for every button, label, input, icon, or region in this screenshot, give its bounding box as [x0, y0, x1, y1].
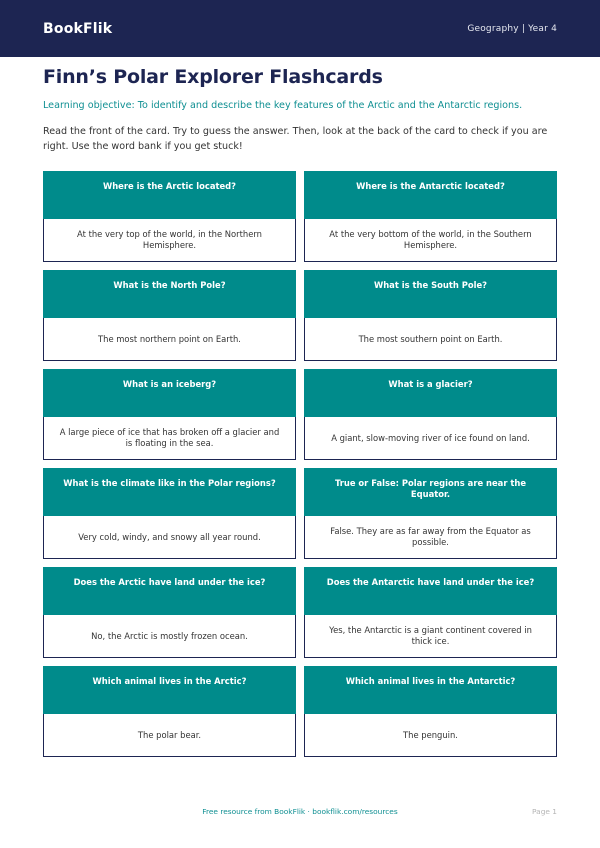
flashcard-front: What is an iceberg? — [43, 369, 296, 417]
subject-year-label: Geography | Year 4 — [467, 23, 557, 34]
flashcard-front: Which animal lives in the Arctic? — [43, 666, 296, 714]
flashcard-back: The penguin. — [304, 714, 557, 757]
flashcard — [43, 369, 296, 460]
instructions: Read the front of the card. Try to guess the answer. Then, look at the back of the card to check if you are right. Use the word bank if you get stuck! — [43, 126, 548, 152]
flashcard-back: A large piece of ice that has broken off a glacier and is floating in the sea. — [43, 417, 296, 460]
flashcard-front: Which animal lives in the Antarctic? — [304, 666, 557, 714]
flashcard-front: What is the climate like in the Polar regions? — [43, 468, 296, 516]
flashcard — [43, 666, 296, 757]
flashcard-front: What is the North Pole? — [43, 270, 296, 318]
flashcard-front: Where is the Antarctic located? — [304, 171, 557, 219]
flashcard-front: True or False: Polar regions are near the Equator. — [304, 468, 557, 516]
flashcard-back: Yes, the Antarctic is a giant continent covered in thick ice. — [304, 615, 557, 658]
flashcard-back: The most northern point on Earth. — [43, 318, 296, 361]
flashcard — [304, 270, 557, 361]
flashcard-back: A giant, slow-moving river of ice found on land. — [304, 417, 557, 460]
flashcard-front: Does the Antarctic have land under the ice? — [304, 567, 557, 615]
flashcard-front: What is a glacier? — [304, 369, 557, 417]
flashcard — [43, 468, 296, 559]
page-number: Page 1 — [532, 807, 557, 816]
page-title: Finn’s Polar Explorer Flashcards — [43, 66, 383, 88]
flashcard-front: Does the Arctic have land under the ice? — [43, 567, 296, 615]
flashcard — [304, 666, 557, 757]
flashcard — [304, 171, 557, 262]
flashcard-back: At the very bottom of the world, in the Southern Hemisphere. — [304, 219, 557, 262]
flashcard — [43, 171, 296, 262]
flashcard — [304, 369, 557, 460]
flashcard-back: At the very top of the world, in the Northern Hemisphere. — [43, 219, 296, 262]
flashcard — [43, 567, 296, 658]
flashcard-back: The polar bear. — [43, 714, 296, 757]
footer-resource-link[interactable]: Free resource from BookFlik · bookflik.com/resources — [202, 807, 398, 816]
brand-logo[interactable]: BookFlik — [43, 20, 113, 37]
flashcard — [43, 270, 296, 361]
flashcard-back: The most southern point on Earth. — [304, 318, 557, 361]
flashcard-grid — [43, 171, 557, 757]
flashcard-back: Very cold, windy, and snowy all year round. — [43, 516, 296, 559]
flashcard — [304, 468, 557, 559]
flashcard — [304, 567, 557, 658]
learning-objective: Learning objective: To identify and describe the key features of the Arctic and the Antarctic regions. — [43, 100, 523, 111]
page-header — [0, 0, 600, 57]
page-footer — [0, 807, 600, 821]
flashcard-back: False. They are as far away from the Equator as possible. — [304, 516, 557, 559]
flashcard-front: Where is the Arctic located? — [43, 171, 296, 219]
flashcard-back: No, the Arctic is mostly frozen ocean. — [43, 615, 296, 658]
flashcard-front: What is the South Pole? — [304, 270, 557, 318]
